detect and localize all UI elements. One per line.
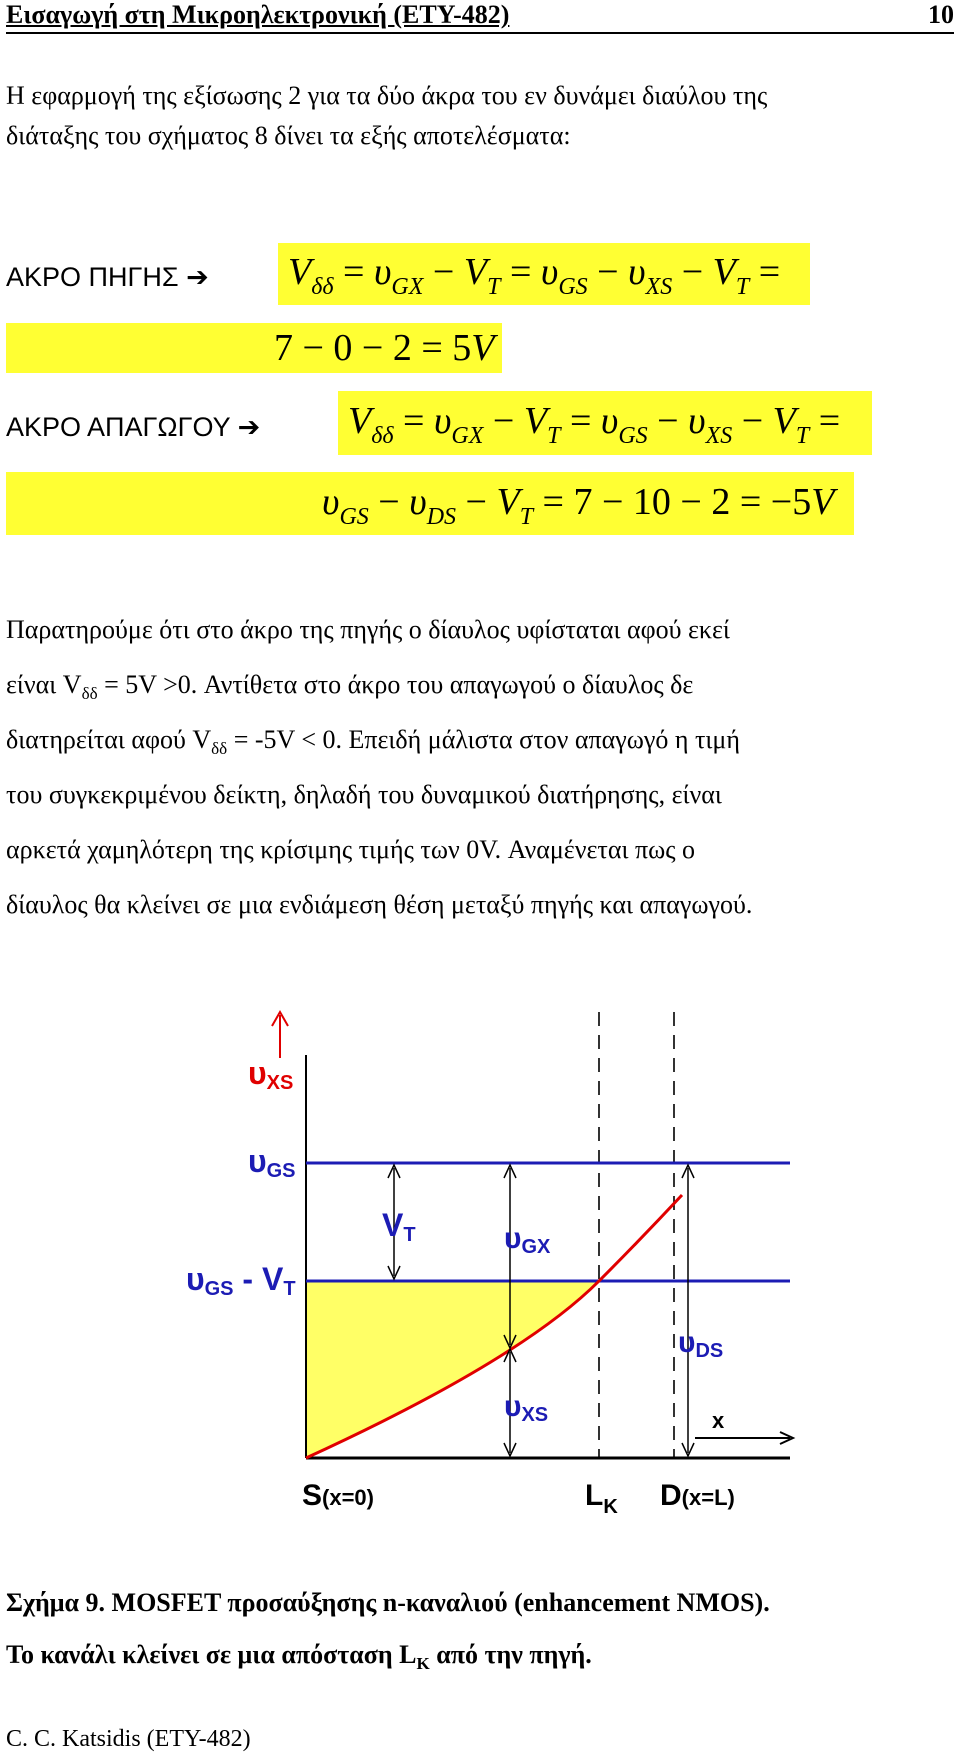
body-line-2: είναι $V_{\delta\delta} = 5V >0$. Αντίθετα στο άκρο του απαγωγού ο δίαυλος δε xyxy=(6,670,694,704)
label-vds: υDS xyxy=(678,1326,724,1362)
intro-line-1: Η εφαρμογή της εξίσωσης 2 για τα δύο άκρα του εν δυνάμει διαύλου της xyxy=(6,81,768,110)
body-line-3: διατηρείται αφού $V_{\delta\delta} = -5V < 0$. Επειδή μάλιστα στον απαγωγό η τιμή xyxy=(6,725,740,759)
drain-equation: $V_{\delta\delta} = \upsilon_{GX} - V_T = \upsilon_{GS} - \upsilon_{XS} - V_T$ = xyxy=(338,391,872,455)
header-title: Εισαγωγή στη Μικροηλεκτρονική (ΕΤΥ-482) xyxy=(6,0,510,29)
source-equation: $V_{\delta\delta} = \upsilon_{GX} - V_T = \upsilon_{GS} - \upsilon_{XS} - V_T$ = xyxy=(278,243,810,305)
figure-caption-line-1: Σχήμα 9. MOSFET προσαύξησης n-καναλιού (enhancement NMOS). xyxy=(6,1588,770,1617)
label-lk: $L_K$ xyxy=(585,1479,618,1518)
body-line-5: αρκετά χαμηλότερη της κρίσιμης τιμής των 0V. Αναμένεται πως ο xyxy=(6,835,695,864)
label-vxs: υXS xyxy=(504,1390,549,1426)
label-drain: D(x=L) xyxy=(660,1479,735,1512)
label-x: x xyxy=(712,1408,725,1433)
nmos-channel-figure xyxy=(0,990,960,1570)
source-result: 7 − 0 − 2 = 5V xyxy=(6,323,502,373)
arrow-right-icon: ➔ xyxy=(186,262,209,292)
body-line-4: του συγκεκριμένου δείκτη, δηλαδή του δυναμικού διατήρησης, είναι xyxy=(6,780,722,809)
label-vgs-minus-vt: υGS - VT xyxy=(186,1261,296,1300)
label-source: S(x=0) xyxy=(302,1479,374,1512)
label-vt: VT xyxy=(382,1207,416,1246)
body-line-6: δίαυλος θα κλείνει σε μια ενδιάμεση θέση μεταξύ πηγής και απαγωγού. xyxy=(6,890,753,919)
page-footer: C. C. Katsidis (ETY-482) xyxy=(6,1726,251,1752)
intro-line-2: διάταξης του σχήματος 8 δίνει τα εξής αποτελέσματα: xyxy=(6,121,571,150)
body-line-1: Παρατηρούμε ότι στο άκρο της πηγής ο δίαυλος υφίσταται αφού εκεί xyxy=(6,615,730,644)
page-header xyxy=(6,0,954,34)
drain-result: $\upsilon_{GS} - \upsilon_{DS} - V_T = 7 - 10 - 2 = -5V$ xyxy=(6,472,854,535)
drain-label: ΑΚΡΟ ΑΠΑΓΩΓΟΥ ➔ xyxy=(6,412,261,442)
source-label: ΑΚΡΟ ΠΗΓΗΣ ➔ xyxy=(6,262,209,292)
channel-fill-area xyxy=(306,1281,599,1458)
label-vgs: υGS xyxy=(248,1143,296,1182)
label-vgx: υGX xyxy=(504,1222,551,1258)
figure-caption-line-2: Το κανάλι κλείνει σε μια απόσταση $L_K$ από την πηγή. xyxy=(6,1640,592,1674)
arrow-right-icon: ➔ xyxy=(237,412,261,442)
label-vxs-top: υXS xyxy=(248,1055,294,1094)
page-number: 10 xyxy=(928,0,954,29)
